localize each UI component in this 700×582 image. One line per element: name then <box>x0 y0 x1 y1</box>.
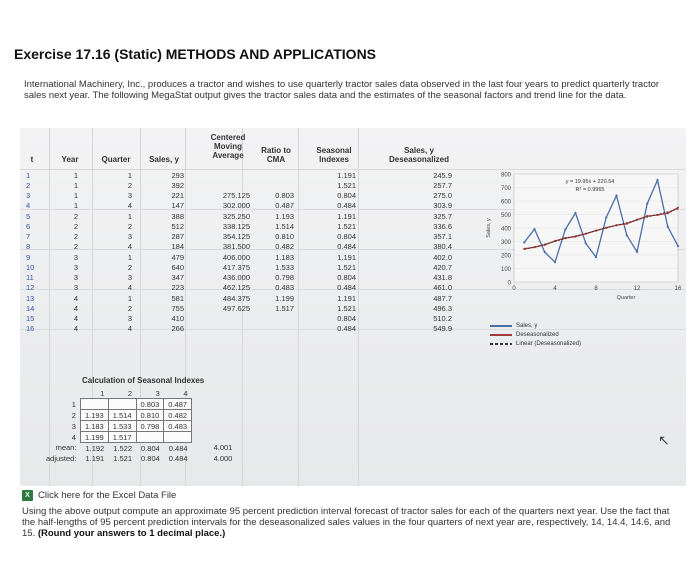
cell-deseason: 402.0 <box>433 253 452 262</box>
calc-corner <box>42 388 80 399</box>
cell-cma: 417.375 <box>222 263 250 272</box>
calc-cell: 0.483 <box>164 421 192 432</box>
cell-deseason: 325.7 <box>433 212 452 221</box>
cell-year: 4 <box>73 324 78 333</box>
calc-col-header: 4 <box>183 388 188 398</box>
cell-seasonal: 1.521 <box>337 304 356 313</box>
excel-file-icon: X <box>22 490 33 501</box>
calc-mean-values: 4.001 <box>213 443 233 453</box>
chart-legend <box>490 321 581 348</box>
calc-row <box>42 399 236 410</box>
cell-ratio <box>264 171 294 181</box>
mouse-cursor-icon: ↖ <box>658 432 670 448</box>
x-tick-label: 8 <box>594 286 598 292</box>
cell-quarter: 2 <box>127 304 132 313</box>
cell-year: 4 <box>73 304 78 313</box>
calc-adjusted-values: 4.000 <box>213 453 233 463</box>
cell-t: 5 <box>26 212 31 221</box>
cell-deseason: 303.9 <box>433 201 452 210</box>
y-tick-label: 800 <box>500 172 511 179</box>
y-tick-label: 0 <box>507 280 511 287</box>
cell-seasonal: 1.191 <box>337 294 356 303</box>
calc-row <box>42 421 236 432</box>
cell-year: 1 <box>73 171 78 180</box>
calc-cell: 1.514 <box>108 410 136 421</box>
cell-deseason: 245.9 <box>433 171 452 180</box>
header-seasonal: Seasonal Indexes <box>316 146 352 164</box>
cell-sales: 223 <box>171 283 184 292</box>
cell-seasonal: 1.521 <box>337 181 356 190</box>
cell-t: 4 <box>26 201 31 210</box>
cell-deseason: 420.7 <box>433 263 452 272</box>
cell-t: 1 <box>26 171 31 180</box>
data-point <box>677 207 679 209</box>
cell-ratio: 1.533 <box>275 263 294 272</box>
exercise-title: Exercise 17.16 (Static) METHODS AND APPLICATIONS <box>14 46 377 62</box>
calc-cell: 1.517 <box>108 432 136 443</box>
question-rounding-note: (Round your answers to 1 decimal place.) <box>37 528 226 539</box>
cell-ratio: 1.517 <box>275 304 294 313</box>
cell-sales: 410 <box>171 314 184 323</box>
calc-cell: 0.798 <box>136 421 164 432</box>
cell-year: 2 <box>73 222 78 231</box>
cell-cma: 275.125 <box>222 191 250 200</box>
cell-year: 3 <box>73 263 78 272</box>
calc-blank <box>192 432 237 443</box>
cell-ratio <box>264 181 294 191</box>
cell-cma <box>210 324 250 334</box>
excel-data-link[interactable] <box>22 490 176 501</box>
calc-mean-values: 1.522 <box>113 443 133 453</box>
legend-swatch <box>490 325 512 327</box>
cell-deseason: 275.0 <box>433 191 452 200</box>
cell-deseason: 510.2 <box>433 314 452 323</box>
cell-deseason: 487.7 <box>433 294 452 303</box>
header-quarter: Quarter <box>101 155 131 164</box>
question-text <box>22 506 682 539</box>
cell-quarter: 3 <box>127 191 132 200</box>
cell-quarter: 4 <box>127 324 132 333</box>
data-point <box>544 251 546 253</box>
legend-swatch <box>490 343 512 345</box>
cell-quarter: 1 <box>127 294 132 303</box>
cell-seasonal: 1.191 <box>337 171 356 180</box>
cell-cma: 406.000 <box>222 253 250 262</box>
data-point <box>533 228 535 230</box>
cell-deseason: 431.8 <box>433 273 452 282</box>
cell-quarter: 4 <box>127 201 132 210</box>
cell-seasonal: 1.191 <box>337 212 356 221</box>
cell-seasonal: 0.484 <box>337 242 356 251</box>
cell-t: 14 <box>26 304 35 313</box>
cell-t: 3 <box>26 191 31 200</box>
cell-year: 2 <box>73 232 78 241</box>
cell-t: 9 <box>26 253 31 262</box>
y-tick-label: 600 <box>500 199 511 206</box>
exercise-intro: International Machinery, Inc., produces a tractor and wishes to use quarterly tractor sales data observed in the last four years to predict quarterly tractor sales next year. The following MegaStat output gives the tractor sales data and the estimates of the seasonal factors and trend line for the data. <box>24 79 660 101</box>
header-year: Year <box>61 155 79 164</box>
legend-label: Sales, y <box>516 322 538 329</box>
legend-swatch <box>490 334 512 336</box>
cell-sales: 221 <box>171 191 184 200</box>
calc-mean-values: 0.804 <box>141 443 160 453</box>
cell-year: 3 <box>73 253 78 262</box>
cell-sales: 147 <box>171 201 184 210</box>
cell-ratio: 1.183 <box>275 253 294 262</box>
x-tick-label: 16 <box>674 286 682 292</box>
calc-adjusted-values: 1.191 <box>85 453 105 463</box>
cell-t: 13 <box>26 294 35 303</box>
col-quarter <box>94 171 132 334</box>
cell-cma: 484.375 <box>222 294 250 303</box>
header-cma: Centered Moving Average <box>210 133 246 160</box>
calc-mean-values: 1.192 <box>85 443 105 453</box>
calc-row-label: 2 <box>71 410 76 420</box>
cell-sales: 479 <box>171 253 184 262</box>
data-point <box>554 261 556 263</box>
legend-label: Linear (Deseasonalized) <box>516 340 582 347</box>
cell-cma <box>210 314 250 324</box>
cell-seasonal: 1.521 <box>337 222 356 231</box>
calc-cell: 0.803 <box>136 399 164 410</box>
header-deseasonalized: Sales, y Deseasonalized <box>388 146 450 164</box>
cell-year: 1 <box>73 181 78 190</box>
cell-t: 7 <box>26 232 31 241</box>
cell-year: 1 <box>73 201 78 210</box>
data-point <box>595 256 597 258</box>
question-body: Using the above output compute an approximate 95 percent prediction interval forecast of tractor sales for each of the quarters next year. Use the fact that the half-lengths of 95 percent prediction intervals for the deseasonalized sales values in the four quarters of next year are, respectively, 14, 14.4, 14.6, and 15. <box>22 506 671 539</box>
cell-cma: 354.125 <box>222 232 250 241</box>
cell-cma <box>210 181 250 191</box>
calc-adjusted-label: adjusted: <box>46 453 77 463</box>
calc-cell <box>136 432 164 443</box>
cell-year: 4 <box>73 294 78 303</box>
data-point <box>667 226 669 228</box>
cell-cma: 497.625 <box>222 304 250 313</box>
cell-deseason: 380.4 <box>433 242 452 251</box>
data-point <box>585 242 587 244</box>
cell-seasonal: 1.521 <box>337 263 356 272</box>
y-tick-label: 400 <box>500 226 511 233</box>
cell-t: 12 <box>26 283 35 292</box>
cell-quarter: 4 <box>127 283 132 292</box>
cell-deseason: 257.7 <box>433 181 452 190</box>
cell-t: 10 <box>26 263 35 272</box>
data-point <box>615 195 617 197</box>
cell-quarter: 3 <box>127 273 132 282</box>
megastat-output-image <box>20 128 686 486</box>
cell-t: 15 <box>26 314 35 323</box>
cell-ratio: 0.810 <box>275 232 294 241</box>
data-point <box>677 245 679 247</box>
cell-sales: 184 <box>171 242 184 251</box>
cell-ratio: 0.803 <box>275 191 294 200</box>
cell-quarter: 3 <box>127 314 132 323</box>
calc-cell <box>80 399 108 410</box>
calc-cell: 1.533 <box>108 421 136 432</box>
cell-ratio: 0.483 <box>275 283 294 292</box>
data-point <box>636 251 638 253</box>
calc-blank <box>192 410 237 421</box>
calc-row-label: 4 <box>71 432 76 442</box>
calc-col-header: 2 <box>127 388 133 398</box>
cell-ratio <box>264 314 294 324</box>
cell-deseason: 336.6 <box>433 222 452 231</box>
cell-sales: 512 <box>171 222 184 231</box>
cell-quarter: 2 <box>127 263 132 272</box>
cell-cma: 338.125 <box>222 222 250 231</box>
cell-deseason: 357.1 <box>433 232 452 241</box>
cell-sales: 392 <box>171 181 184 190</box>
calc-cell <box>108 399 136 410</box>
data-point <box>574 212 576 214</box>
cell-seasonal: 0.484 <box>337 324 356 333</box>
x-tick-label: 12 <box>633 286 641 292</box>
header-ratio: Ratio to CMA <box>261 146 291 164</box>
cell-quarter: 2 <box>127 222 132 231</box>
y-tick-label: 300 <box>500 240 511 246</box>
data-point <box>656 179 658 181</box>
cell-sales: 640 <box>171 263 184 272</box>
data-point <box>564 229 566 231</box>
calc-title: Calculation of Seasonal Indexes <box>82 376 205 385</box>
cell-seasonal: 0.804 <box>337 314 356 323</box>
data-point <box>605 216 607 218</box>
cell-seasonal: 1.191 <box>337 253 356 262</box>
calc-blank <box>192 388 237 399</box>
cell-year: 4 <box>73 314 78 323</box>
col-t <box>26 171 40 334</box>
cell-sales: 755 <box>171 304 184 313</box>
cell-sales: 388 <box>171 212 184 221</box>
cell-sales: 287 <box>171 232 184 241</box>
cell-ratio: 0.798 <box>275 273 294 282</box>
y-tick-label: 500 <box>500 213 511 219</box>
col-ratio <box>264 171 294 334</box>
calc-row <box>42 410 236 421</box>
cell-cma: 462.125 <box>222 283 250 292</box>
calc-adjusted-values: 0.804 <box>141 453 160 463</box>
y-tick-label: 200 <box>500 253 511 260</box>
col-sales <box>150 171 184 334</box>
excel-link-text[interactable]: Click here for the Excel Data File <box>38 490 177 501</box>
cell-year: 3 <box>73 273 78 282</box>
calc-cell: 0.810 <box>136 410 164 421</box>
cell-ratio: 0.487 <box>275 201 294 210</box>
cell-quarter: 1 <box>127 253 132 262</box>
sales-chart <box>478 166 688 314</box>
cell-t: 16 <box>26 324 35 333</box>
calc-adjusted-values: 1.521 <box>113 453 133 463</box>
legend-label: Deseasonalized <box>516 331 559 338</box>
cell-year: 2 <box>73 242 78 251</box>
trend-r2: R² = 0.9965 <box>575 187 605 193</box>
calc-cell: 0.482 <box>164 410 192 421</box>
cell-year: 1 <box>73 191 78 200</box>
cell-cma: 325.250 <box>222 212 250 221</box>
cell-sales: 293 <box>171 171 184 180</box>
y-axis-label: Sales, y <box>486 218 492 238</box>
data-point <box>626 234 628 236</box>
calc-mean-values: 0.484 <box>168 443 188 453</box>
x-tick-label: 4 <box>553 286 557 292</box>
cell-cma <box>210 171 250 181</box>
cell-quarter: 1 <box>127 212 132 221</box>
calc-cell: 1.183 <box>80 421 108 432</box>
cell-t: 8 <box>26 242 31 251</box>
cell-quarter: 1 <box>127 171 132 180</box>
legend-entry <box>490 321 581 330</box>
cell-quarter: 2 <box>127 181 132 190</box>
cell-year: 3 <box>73 283 78 292</box>
x-axis-label: Quarter <box>616 295 636 301</box>
cell-sales: 581 <box>171 294 184 303</box>
cell-cma: 381.500 <box>222 242 250 251</box>
calc-adjusted-values: 0.484 <box>168 453 188 463</box>
calc-blank <box>192 421 237 432</box>
calc-row-label: 1 <box>71 399 76 409</box>
y-tick-label: 100 <box>500 267 511 273</box>
cell-ratio: 1.514 <box>275 222 294 231</box>
calc-row-label: 3 <box>71 421 76 431</box>
cell-ratio: 1.193 <box>275 212 294 221</box>
cell-deseason: 549.9 <box>433 324 452 333</box>
calc-col-header: 1 <box>100 388 105 398</box>
calc-mean-label: mean: <box>55 443 77 453</box>
seasonal-index-table <box>42 388 236 463</box>
calc-row <box>42 432 236 443</box>
data-point <box>523 241 525 243</box>
cell-quarter: 4 <box>127 242 132 251</box>
cell-year: 2 <box>73 212 78 221</box>
cell-t: 11 <box>26 273 34 282</box>
cell-seasonal: 0.804 <box>337 232 356 241</box>
col-deseasonalized <box>412 171 452 334</box>
cell-deseason: 496.3 <box>433 304 452 313</box>
header-t: t <box>30 155 34 164</box>
x-tick-label: 0 <box>512 286 516 292</box>
col-cma <box>210 171 250 334</box>
cell-ratio: 1.199 <box>275 294 294 303</box>
calc-blank <box>192 399 237 410</box>
data-point <box>646 202 648 204</box>
cell-seasonal: 0.484 <box>337 201 356 210</box>
calc-col-header: 3 <box>155 388 160 398</box>
header-sales: Sales, y <box>149 155 179 164</box>
cell-t: 6 <box>26 222 31 231</box>
calc-cell: 1.199 <box>80 432 108 443</box>
cell-seasonal: 0.804 <box>337 191 356 200</box>
cell-cma: 302.000 <box>222 201 250 210</box>
calc-cell: 0.487 <box>164 399 192 410</box>
cell-quarter: 3 <box>127 232 132 241</box>
cell-sales: 266 <box>171 324 184 333</box>
cell-ratio: 0.482 <box>275 242 294 251</box>
col-year <box>50 171 78 334</box>
cell-t: 2 <box>26 181 31 190</box>
cell-deseason: 461.0 <box>433 283 452 292</box>
cell-seasonal: 0.804 <box>337 273 356 282</box>
calc-cell <box>164 432 192 443</box>
calc-cell: 1.193 <box>80 410 108 421</box>
cell-seasonal: 0.484 <box>337 283 356 292</box>
cell-sales: 347 <box>171 273 184 282</box>
legend-entry <box>490 339 581 348</box>
col-seasonal <box>322 171 356 334</box>
cell-cma: 436.000 <box>222 273 250 282</box>
cell-ratio <box>264 324 294 334</box>
y-tick-label: 700 <box>500 186 511 192</box>
legend-entry <box>490 330 581 339</box>
trend-equation: y = 19.95x + 220.54 <box>565 179 615 185</box>
